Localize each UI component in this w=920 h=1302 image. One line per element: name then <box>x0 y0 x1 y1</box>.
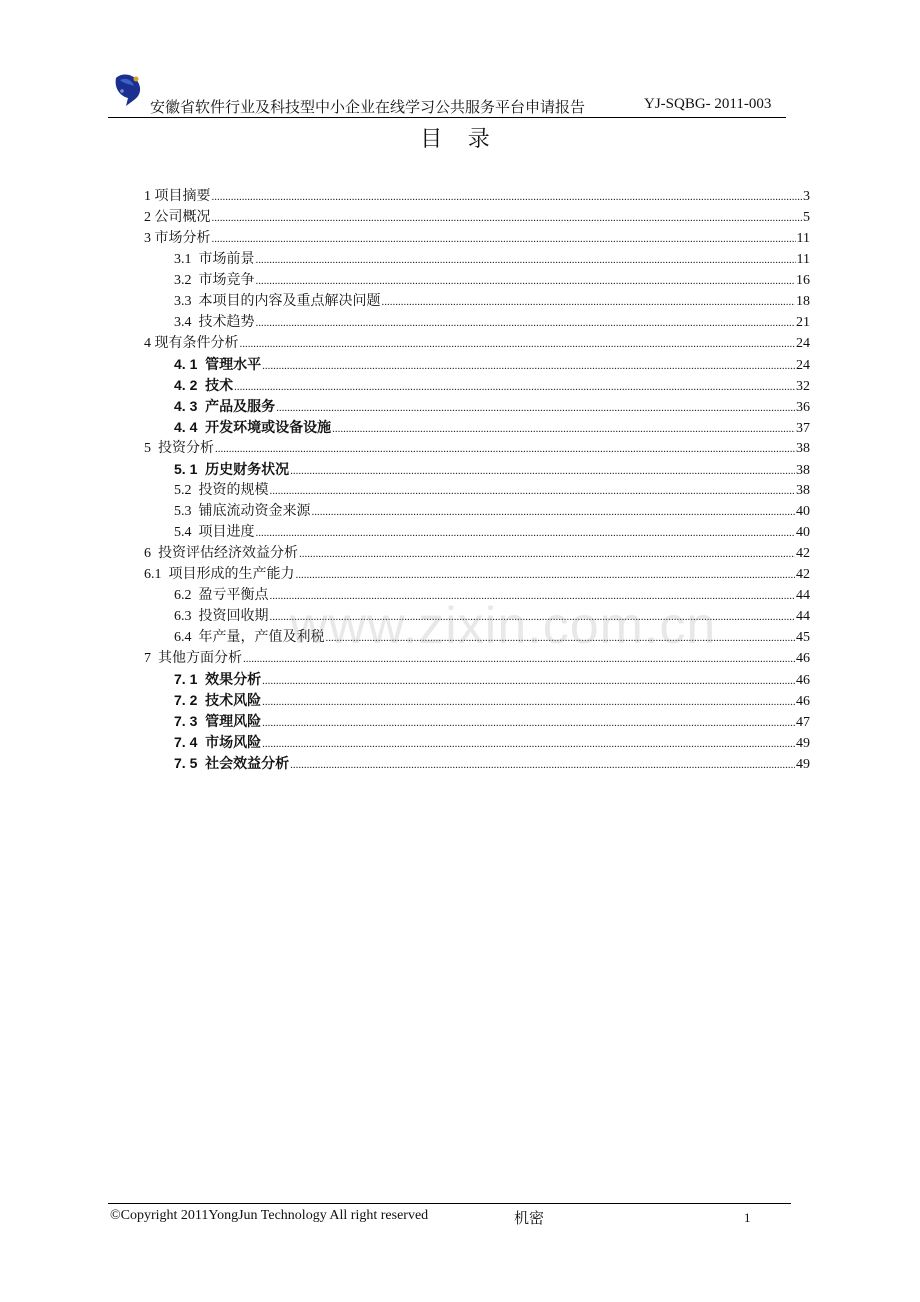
toc-entry[interactable] <box>144 543 810 564</box>
toc-entry-label: 3.1 市场前景 <box>174 252 255 267</box>
toc-entry-label: 4. 4 开发环境或设备设施 <box>174 419 332 435</box>
toc-entry-page: 38 <box>796 483 810 498</box>
toc-entry[interactable] <box>144 312 810 333</box>
toc-leader-dots <box>215 438 795 460</box>
toc-leader-dots <box>262 355 795 377</box>
toc-entry-label: 1 项目摘要 <box>144 189 211 204</box>
toc-entry-page: 3 <box>803 189 810 204</box>
toc-entry[interactable] <box>144 333 810 354</box>
toc-entry-label: 7. 4 市场风险 <box>174 734 262 750</box>
toc-entry[interactable] <box>144 690 810 711</box>
toc-entry[interactable] <box>144 396 810 417</box>
page-number: 1 <box>744 1210 751 1225</box>
toc-entry-page: 46 <box>796 673 810 688</box>
toc-entry-label: 6.4 年产量，产值及利税 <box>174 630 325 645</box>
toc-leader-dots <box>332 418 795 440</box>
toc-leader-dots <box>296 564 796 586</box>
toc-entry-label: 4. 3 产品及服务 <box>174 398 276 414</box>
toc-leader-dots <box>290 460 795 482</box>
toc-entry[interactable] <box>144 270 810 291</box>
toc-entry-page: 45 <box>796 630 810 645</box>
toc-leader-dots <box>240 333 796 355</box>
toc-entry-label: 7. 2 技术风险 <box>174 692 262 708</box>
toc-entry-label: 6.3 投资回收期 <box>174 609 269 624</box>
toc-entry-label: 3.4 技术趋势 <box>174 315 255 330</box>
toc-entry-page: 49 <box>796 736 810 751</box>
toc-entry-page: 36 <box>796 400 810 415</box>
toc-leader-dots <box>256 270 796 292</box>
toc-entry-page: 32 <box>796 379 810 394</box>
toc-entry-page: 24 <box>796 358 810 373</box>
toc-entry-page: 40 <box>796 525 810 540</box>
toc-entry-label: 3 市场分析 <box>144 231 211 246</box>
toc-entry[interactable] <box>144 501 810 522</box>
toc-entry-page: 40 <box>796 504 810 519</box>
toc-entry-label: 4. 1 管理水平 <box>174 356 262 372</box>
toc-entry-page: 46 <box>796 651 810 666</box>
toc-entry[interactable] <box>144 186 810 207</box>
toc-entry[interactable] <box>144 249 810 270</box>
footer-classification: 机密 <box>514 1211 545 1227</box>
toc-entry-page: 44 <box>796 609 810 624</box>
toc-entry[interactable] <box>144 522 810 543</box>
toc-leader-dots <box>262 733 795 755</box>
toc-entry-label: 4 现有条件分析 <box>144 336 239 351</box>
toc-entry-page: 44 <box>796 588 810 603</box>
toc-entry-label: 5 投资分析 <box>144 441 214 456</box>
toc-entry-page: 42 <box>796 546 810 561</box>
toc-entry-page: 24 <box>796 336 810 351</box>
toc-leader-dots <box>212 228 796 250</box>
toc-entry-page: 46 <box>796 694 810 709</box>
toc-entry-label: 6 投资评估经济效益分析 <box>144 546 298 561</box>
toc-entry-page: 21 <box>796 315 810 330</box>
toc-entry-page: 18 <box>796 294 810 309</box>
toc-leader-dots <box>256 522 796 544</box>
toc-entry-label: 5.4 项目进度 <box>174 525 255 540</box>
toc-entry-page: 11 <box>796 252 810 267</box>
toc-entry[interactable] <box>144 669 810 690</box>
toc-entry[interactable] <box>144 732 810 753</box>
toc-entry[interactable] <box>144 438 810 459</box>
footer-divider <box>108 1203 791 1204</box>
toc-entry[interactable] <box>144 354 810 375</box>
toc-entry-page: 42 <box>796 567 810 582</box>
toc-entry-label: 7 其他方面分析 <box>144 651 242 666</box>
toc-entry[interactable] <box>144 753 810 774</box>
toc-leader-dots <box>262 712 795 734</box>
toc-leader-dots <box>299 543 795 565</box>
toc-entry-label: 2 公司概况 <box>144 210 211 225</box>
header-divider <box>108 117 786 118</box>
toc-entry-label: 3.3 本项目的内容及重点解决问题 <box>174 294 381 309</box>
toc-entry[interactable] <box>144 711 810 732</box>
toc-entry[interactable] <box>144 207 810 228</box>
toc-leader-dots <box>262 670 795 692</box>
toc-leader-dots <box>276 397 795 419</box>
toc-entry-page: 49 <box>796 757 810 772</box>
toc-entry-label: 4. 2 技术 <box>174 377 234 393</box>
footer-copyright: ©Copyright 2011YongJun Technology All right reserved <box>110 1208 429 1223</box>
toc-entry-label: 5. 1 历史财务状况 <box>174 461 290 477</box>
toc-entry[interactable] <box>144 564 810 585</box>
toc-leader-dots <box>382 291 796 313</box>
toc-entry-page: 5 <box>803 210 810 225</box>
toc-entry-label: 5.3 铺底流动资金来源 <box>174 504 311 519</box>
table-of-contents <box>144 186 810 774</box>
toc-entry-label: 7. 1 效果分析 <box>174 671 262 687</box>
toc-leader-dots <box>256 249 796 271</box>
toc-entry-page: 37 <box>796 421 810 436</box>
toc-entry-label: 6.1 项目形成的生产能力 <box>144 567 295 582</box>
toc-entry-page: 38 <box>796 463 810 478</box>
company-logo-icon <box>112 72 146 108</box>
toc-leader-dots <box>290 754 795 776</box>
toc-entry[interactable] <box>144 291 810 312</box>
toc-entry-label: 7. 3 管理风险 <box>174 713 262 729</box>
toc-entry[interactable] <box>144 459 810 480</box>
watermark: www.zixin.com.cn <box>290 597 717 655</box>
toc-leader-dots <box>256 312 796 334</box>
toc-leader-dots <box>212 186 803 208</box>
toc-entry-page: 47 <box>796 715 810 730</box>
toc-leader-dots <box>270 480 796 502</box>
toc-entry-page: 38 <box>796 441 810 456</box>
toc-entry-page: 11 <box>796 231 810 246</box>
document-code: YJ-SQBG- 2011-003 <box>644 96 772 112</box>
header-title: 安徽省软件行业及科技型中小企业在线学习公共服务平台申请报告 <box>150 100 586 116</box>
toc-entry[interactable] <box>144 417 810 438</box>
toc-leader-dots <box>212 207 803 229</box>
toc-entry[interactable] <box>144 228 810 249</box>
toc-entry[interactable] <box>144 480 810 501</box>
toc-entry-label: 6.2 盈亏平衡点 <box>174 588 269 603</box>
toc-leader-dots <box>262 691 795 713</box>
toc-entry-page: 16 <box>796 273 810 288</box>
toc-entry-label: 3.2 市场竞争 <box>174 273 255 288</box>
toc-entry[interactable] <box>144 375 810 396</box>
toc-leader-dots <box>234 376 795 398</box>
toc-entry-label: 5.2 投资的规模 <box>174 483 269 498</box>
toc-leader-dots <box>312 501 796 523</box>
page-title: 目 录 <box>420 126 500 151</box>
toc-entry-label: 7. 5 社会效益分析 <box>174 755 290 771</box>
